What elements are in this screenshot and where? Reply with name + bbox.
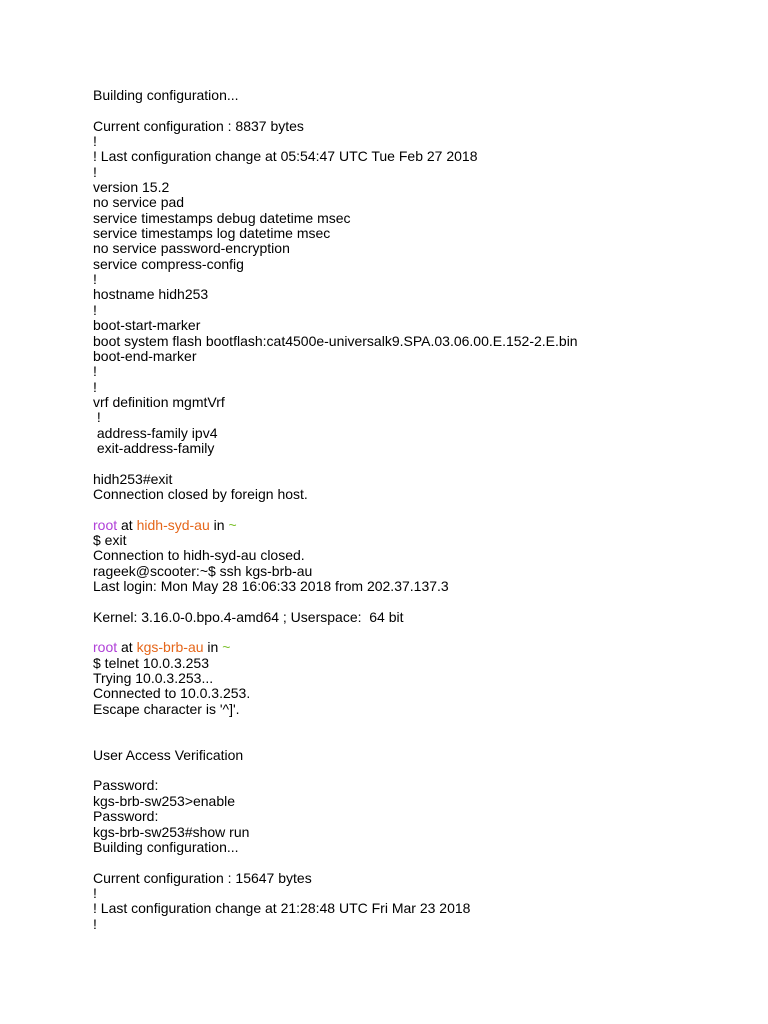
terminal-line: ! [93,363,97,380]
terminal-line: Building configuration... [93,87,239,103]
blank-line [93,763,753,778]
terminal-line: service timestamps log datetime msec [93,225,331,242]
blank-line [93,855,753,870]
terminal-line: no service pad [93,194,185,211]
terminal-line: Password: [93,777,159,794]
terminal-line: ! [93,409,101,426]
terminal-line: $ telnet 10.0.3.253 [93,654,209,671]
terminal-line: ! Last configuration change at 21:28:48 UTC Fri Mar 23 2018 [93,900,471,917]
blank-line [93,594,753,609]
prompt-in: in [209,516,229,533]
terminal-line: ! Last configuration change at 05:54:47 UTC Tue Feb 27 2018 [93,148,478,165]
terminal-line: address-family ipv4 [93,424,218,441]
terminal-line: Connection to hidh-syd-au closed. [93,547,305,564]
terminal-line: ! [93,915,97,932]
terminal-line: kgs-brb-sw253>enable [93,792,236,809]
terminal-line: Building configuration... [93,838,239,855]
prompt-in: in [203,639,223,656]
terminal-line: ! [93,133,97,150]
terminal-line: vrf definition mgmtVrf [93,393,225,410]
blank-line [93,456,753,471]
blank-line [93,502,753,517]
blank-line [93,732,753,747]
blank-line [93,717,753,732]
terminal-line: Connected to 10.0.3.253. [93,685,251,702]
prompt-user: root [93,516,118,533]
terminal-line: ! [93,163,97,180]
terminal-line: no service password-encryption [93,240,290,257]
terminal-line: Current configuration : 15647 bytes [93,869,312,886]
terminal-line: boot system flash bootflash:cat4500e-universalk9.SPA.03.06.00.E.152-2.E.bin [93,332,578,349]
prompt-host: hidh-syd-au [136,516,210,533]
terminal-line: Last login: Mon May 28 16:06:33 2018 from 202.37.137.3 [93,578,449,594]
terminal-line: ! [93,301,97,318]
terminal-line: Trying 10.0.3.253... [93,670,214,687]
terminal-line: User Access Verification [93,746,244,763]
terminal-line: service compress-config [93,255,244,272]
prompt-host: kgs-brb-au [136,639,204,656]
blank-line [93,103,753,118]
prompt-at: at [117,639,137,656]
terminal-line: kgs-brb-sw253#show run [93,823,250,840]
terminal-line: hostname hidh253 [93,286,209,303]
terminal-line: Kernel: 3.16.0-0.bpo.4-amd64 ; Userspace: 64 bit [93,608,404,625]
prompt-path: ~ [228,516,237,533]
blank-line [93,625,753,640]
terminal-line: Escape character is '^]'. [93,700,240,717]
terminal-line: Connection closed by foreign host. [93,485,308,502]
prompt-at: at [117,516,137,533]
terminal-line: boot-start-marker [93,317,201,334]
terminal-transcript [93,88,753,932]
terminal-line: Password: [93,808,159,825]
prompt-user: root [93,639,118,656]
terminal-line: ! [93,884,97,901]
terminal-line: rageek@scooter:~$ ssh kgs-brb-au [93,562,313,579]
terminal-line: ! [93,378,97,395]
terminal-line: service timestamps debug datetime msec [93,209,351,226]
shell-prompt-line [93,518,753,533]
terminal-line: hidh253#exit [93,470,173,487]
terminal-line: ! [93,271,97,288]
terminal-line: version 15.2 [93,179,170,196]
terminal-line: $ exit [93,531,127,548]
terminal-line: exit-address-family [93,439,215,456]
prompt-path: ~ [222,639,231,656]
shell-prompt-line [93,640,753,655]
terminal-line: boot-end-marker [93,347,197,364]
terminal-line: Current configuration : 8837 bytes [93,117,304,134]
